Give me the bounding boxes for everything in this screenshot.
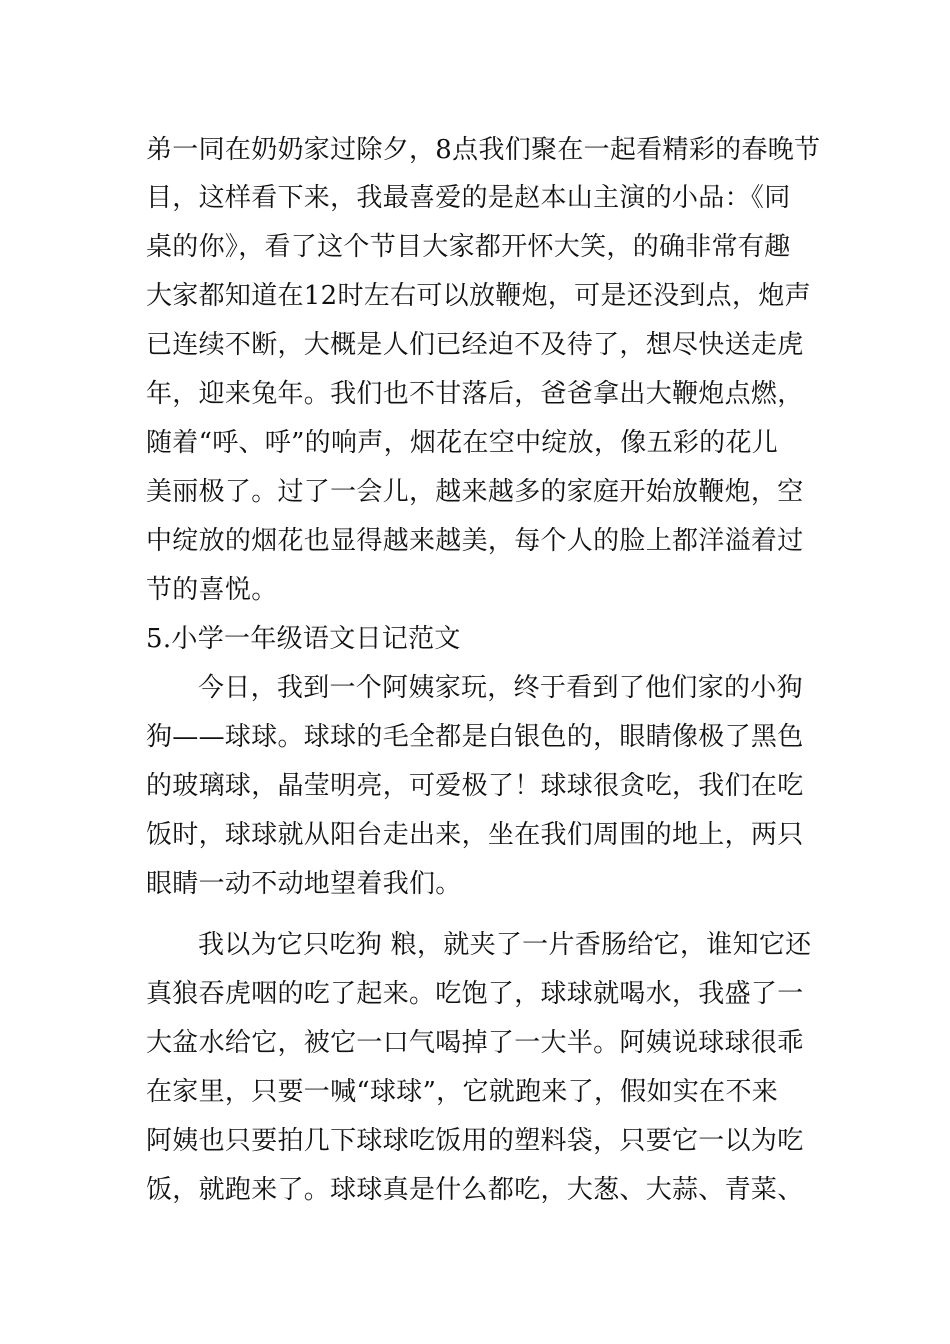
text-line: 美丽极了。过了一会儿，越来越多的家庭开始放鞭炮，空	[146, 477, 804, 507]
text-line: 真狼吞虎咽的吃了起来。吃饱了，球球就喝水，我盛了一	[146, 979, 804, 1009]
text-line: 已连续不断，大概是人们已经迫不及待了，想尽快送走虎	[146, 330, 804, 360]
text-line: 我以为它只吃狗 粮，就夹了一片香肠给它，谁知它还	[198, 930, 812, 960]
text-line: 弟一同在奶奶家过除夕，8点我们聚在一起看精彩的春晚节	[146, 135, 821, 165]
text-line: 目，这样看下来，我最喜爱的是赵本山主演的小品：《同	[146, 183, 791, 213]
text-line: 中绽放的烟花也显得越来越美，每个人的脸上都洋溢着过	[146, 526, 804, 556]
text-line: 饭，就跑来了。球球真是什么都吃，大葱、大蒜、青菜、	[146, 1175, 804, 1205]
text-line: 在家里，只要一喊“球球”，它就跑来了，假如实在不来	[146, 1077, 779, 1107]
section-heading: 5.小学一年级语文日记范文	[146, 624, 461, 654]
text-line: 年，迎来兔年。我们也不甘落后，爸爸拿出大鞭炮点燃，	[146, 379, 804, 409]
text-line: 今日，我到一个阿姨家玩，终于看到了他们家的小狗	[198, 673, 803, 703]
text-line: 阿姨也只要拍几下球球吃饭用的塑料袋，只要它一以为吃	[146, 1126, 804, 1156]
text-line: 节的喜悦。	[146, 575, 278, 605]
text-line: 的玻璃球，晶莹明亮，可爱极了！球球很贪吃，我们在吃	[146, 771, 804, 801]
text-line: 随着“呼、呼”的响声，烟花在空中绽放，像五彩的花儿	[146, 428, 779, 458]
text-line: 桌的你》，看了这个节目大家都开怀大笑，的确非常有趣	[146, 232, 791, 262]
text-line: 大盆水给它，被它一口气喝掉了一大半。阿姨说球球很乖	[146, 1028, 804, 1058]
text-line: 大家都知道在12时左右可以放鞭炮，可是还没到点，炮声	[146, 281, 811, 311]
text-line: 狗——球球。球球的毛全都是白银色的，眼睛像极了黑色	[146, 722, 804, 752]
text-line: 饭时，球球就从阳台走出来，坐在我们周围的地上，两只	[146, 820, 804, 850]
text-line: 眼睛一动不动地望着我们。	[146, 869, 462, 899]
